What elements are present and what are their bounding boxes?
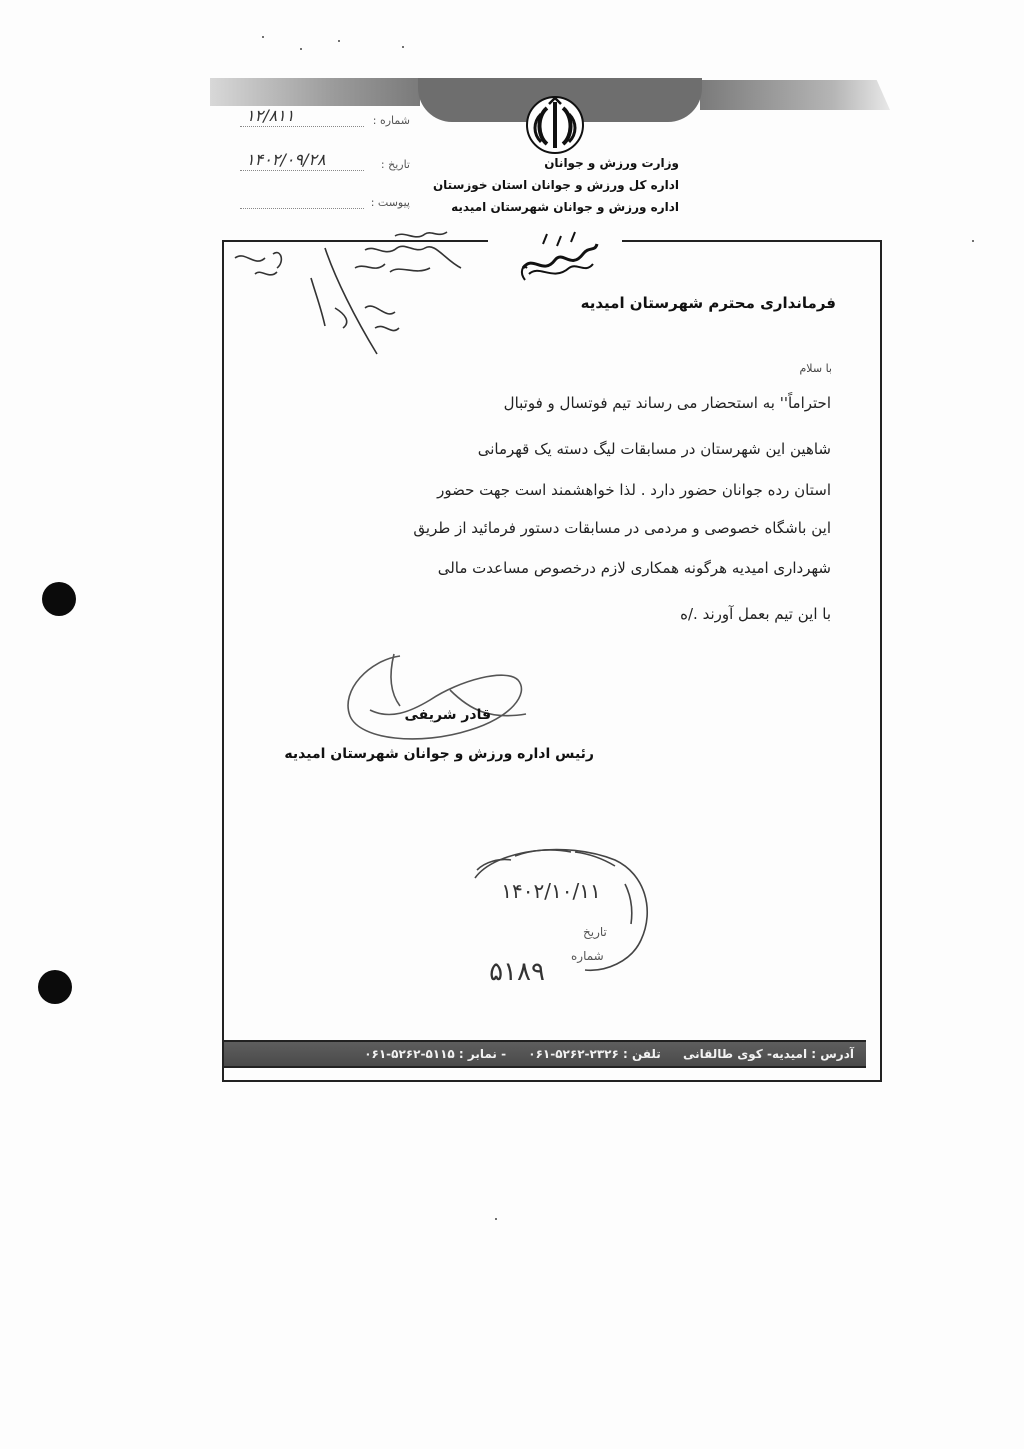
header-ministry: وزارت ورزش و جوانان (544, 156, 679, 170)
stamp-number: ۵۱۸۹ (489, 957, 545, 987)
bismillah-calligraphy-icon (513, 224, 603, 286)
stamp-date: ۱۴۰۲/۱۰/۱۱ (501, 879, 601, 903)
meta-number-row (240, 106, 410, 132)
receipt-stamp (455, 840, 660, 1000)
scan-speck (338, 40, 340, 42)
header-city-office: اداره ورزش و جوانان شهرستان امیدیه (451, 200, 679, 214)
signatory-name: قادر شریفی (404, 707, 491, 723)
footer-contact-bar (224, 1040, 866, 1068)
punch-hole (42, 582, 76, 616)
meta-attachment-row (240, 194, 410, 214)
scan-speck (262, 36, 264, 38)
handwritten-referral-note (225, 228, 475, 368)
letter-salutation: با سلام (799, 362, 832, 375)
letter-body-line: این باشگاه خصوصی و مردمی در مسابقات دستور فرمائید از طریق (413, 519, 831, 537)
number-value: ۱۲/۸۱۱ (246, 106, 295, 125)
handwritten-signature (330, 650, 540, 760)
letter-body-line: احتراماً'' به استحضار می رساند تیم فوتسال و فوتبال (503, 394, 831, 412)
header-band-left (210, 78, 420, 106)
letter-body-line: شهرداری امیدیه هرگونه همکاری لازم درخصوص مساعدت مالی (437, 559, 831, 577)
scan-speck (972, 240, 974, 242)
punch-hole (38, 970, 72, 1004)
scan-speck (300, 48, 302, 50)
stamp-number-label: شماره (571, 949, 604, 963)
number-label: شماره : (372, 114, 410, 127)
dotted-line (240, 208, 364, 209)
footer-phone: تلفن : ۲۳۲۶-۵۲۶۲-۰۶۱ (528, 1047, 661, 1061)
signatory-title: رئیس اداره ورزش و جوانان شهرستان امیدیه (284, 746, 594, 762)
header-general-office: اداره کل ورزش و جوانان استان خوزستان (432, 178, 679, 192)
footer-fax: - نمابر : ۵۱۱۵-۵۲۶۲-۰۶۱ (364, 1047, 507, 1061)
letter-body-line: استان رده جوانان حضور دارد . لذا خواهشمند است جهت حضور (437, 481, 831, 499)
iran-emblem-icon (525, 94, 585, 156)
dotted-line (240, 170, 364, 171)
date-label: تاریخ : (380, 158, 410, 171)
letter-addressee: فرمانداری محترم شهرستان امیدیه (580, 294, 836, 312)
stamp-date-label: تاریخ (583, 925, 607, 939)
date-value: ۱۴۰۲/۰۹/۲۸ (246, 150, 326, 169)
letter-body-line: شاهین این شهرستان در مسابقات لیگ دسته یک قهرمانی (477, 440, 831, 458)
scan-speck (495, 1218, 497, 1220)
meta-date-row (240, 150, 410, 176)
scan-speck (402, 46, 404, 48)
header-band-right (700, 80, 890, 110)
attachment-label: پیوست : (370, 196, 410, 209)
letter-body-line: با این تیم بعمل آورند ./ه (680, 605, 831, 623)
dotted-line (240, 126, 364, 127)
footer-address: آدرس : امیدیه- کوی طالقانی (683, 1047, 854, 1061)
